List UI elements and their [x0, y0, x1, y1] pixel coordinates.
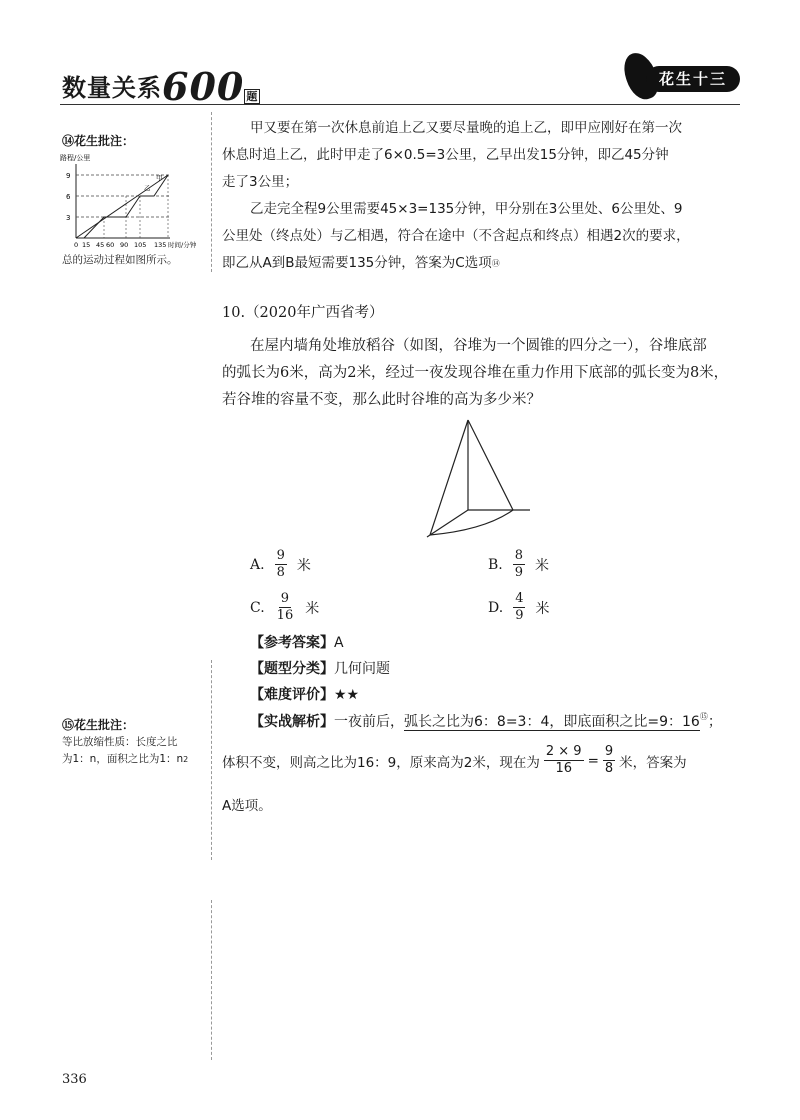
- analysis-label: 【实战解析】: [250, 714, 334, 730]
- analysis-text: 一夜前后，: [334, 714, 404, 730]
- analysis-text: ；: [707, 714, 722, 730]
- column-divider: [211, 660, 212, 860]
- fraction-numerator: 9: [604, 744, 614, 759]
- book-title: [62, 64, 260, 109]
- analysis-line: [222, 744, 687, 777]
- column-divider: [211, 900, 212, 1060]
- graph-y-axis-label: 路程/公里: [60, 154, 91, 162]
- analysis-line: A选项。: [222, 798, 272, 814]
- option-letter: D.: [488, 599, 504, 616]
- analysis-fraction: [603, 744, 615, 777]
- graph-y-tick: 9: [66, 172, 71, 180]
- question-stem-line: 若谷堆的容量不变，那么此时谷堆的高为多少米？: [222, 392, 541, 408]
- option-unit: 米: [305, 600, 320, 617]
- reference-answer-value: A: [334, 635, 344, 651]
- superscript: 2: [183, 755, 189, 764]
- graph-x-axis-label: 时间/分钟: [168, 241, 197, 249]
- sidebar-note-14-caption: 总的运动过程如图所示。: [62, 254, 178, 266]
- option-fraction: [275, 591, 296, 624]
- book-title-number: 600: [162, 64, 245, 109]
- fraction-numerator: 9: [280, 591, 290, 606]
- analysis-text: 体积不变，则高之比为16：9，原来高为2米，现在为: [222, 754, 540, 771]
- prev-solution-line: 休息时追上乙，此时甲走了6×0.5=3公里，乙早出发15分钟，即乙45分钟: [222, 147, 669, 163]
- fraction-denominator: 8: [276, 565, 285, 580]
- question-header: [222, 300, 742, 327]
- book-title-text: 数量关系: [62, 74, 162, 102]
- sidebar-note-14-label: ⑭花生批注：: [62, 134, 135, 148]
- fraction-denominator: 9: [515, 608, 524, 623]
- page-number: 336: [62, 1072, 87, 1087]
- option-unit: 米: [535, 557, 550, 574]
- graph-label-jia: 甲: [156, 174, 163, 182]
- prev-solution-line: 走了3公里；: [222, 174, 299, 190]
- analysis-fraction: [544, 744, 584, 777]
- prev-solution-line: [222, 250, 742, 277]
- graph-x-tick: 90: [120, 241, 129, 249]
- brand-logo: [626, 48, 740, 102]
- header-divider: [60, 104, 740, 105]
- difficulty-stars: ★★: [334, 687, 360, 703]
- fraction-denominator: 8: [604, 761, 614, 776]
- fraction-numerator: 8: [514, 548, 524, 563]
- graph-x-tick: 60: [106, 241, 115, 249]
- sidebar-note-15-label: ⑮花生批注：: [62, 718, 135, 732]
- option-letter: B.: [488, 556, 503, 573]
- analysis-text: 米，答案为: [619, 754, 687, 771]
- difficulty-rating-label: 【难度评价】: [250, 687, 334, 703]
- question-stem-line: 在屋内墙角处堆放稻谷（如图，谷堆为一个圆锥的四分之一），谷堆底部: [250, 338, 707, 354]
- option-a[interactable]: [250, 548, 311, 581]
- difficulty-rating: [250, 684, 359, 704]
- sidebar-note-15-line2: [62, 751, 188, 768]
- option-fraction: [275, 548, 287, 581]
- option-unit: 米: [296, 557, 311, 574]
- option-c[interactable]: [250, 591, 319, 624]
- fraction-numerator: 9: [276, 548, 285, 563]
- prev-solution-text: 即乙从A到B最短需要135分钟，答案为C选项: [222, 255, 492, 271]
- question-number: 10.: [222, 305, 246, 321]
- question-category-label: 【题型分类】: [250, 661, 334, 677]
- graph-x-tick: 135: [154, 241, 167, 249]
- graph-y-tick: 6: [66, 193, 71, 201]
- sidebar-distance-time-graph: [58, 150, 208, 250]
- fraction-denominator: 9: [514, 565, 524, 580]
- question-source: （2020年广西省考）: [245, 305, 384, 321]
- fraction-numerator: 4: [515, 591, 524, 606]
- figure-cone-side: [468, 420, 513, 510]
- option-b[interactable]: [488, 548, 549, 581]
- fraction-numerator: 2 × 9: [545, 744, 582, 759]
- grain-pile-quarter-cone-figure: [415, 415, 555, 550]
- brand-logo-text: 花生十三: [646, 66, 740, 92]
- reference-answer: [250, 632, 344, 652]
- analysis-line: [250, 711, 722, 731]
- sidebar-note-15-line2-text: 为1：n，面积之比为1：n: [62, 753, 184, 765]
- prev-solution-line: 乙走完全程9公里需要45×3=135分钟，甲分别在3公里处、6公里处、9: [250, 201, 683, 217]
- option-letter: A.: [250, 556, 265, 573]
- graph-x-tick: 45: [96, 241, 105, 249]
- column-divider: [211, 112, 212, 272]
- prev-solution-line: 甲又要在第一次休息前追上乙又要尽量晚的追上乙，即甲应刚好在第一次: [250, 120, 682, 136]
- question-category-value: 几何问题: [334, 661, 390, 677]
- sidebar-note-15-line1: 等比放缩性质：长度之比: [62, 736, 178, 748]
- analysis-underlined-text: 弧长之比为6：8=3：4，即底面积之比=9：16: [404, 714, 700, 730]
- graph-x-tick: 15: [82, 241, 91, 249]
- graph-line-yi: [76, 175, 168, 238]
- option-d[interactable]: [488, 591, 549, 624]
- option-unit: 米: [535, 600, 550, 617]
- footnote-marker: ⑭: [491, 259, 500, 268]
- book-title-suffix: 题: [246, 90, 259, 103]
- figure-base-arc: [430, 510, 513, 535]
- option-letter: C.: [250, 599, 265, 616]
- figure-cone-side: [430, 420, 468, 535]
- question-category: [250, 658, 390, 678]
- option-fraction: [513, 548, 525, 581]
- graph-y-tick: 3: [66, 214, 71, 222]
- footnote-marker: ⑮: [699, 712, 708, 721]
- reference-answer-label: 【参考答案】: [250, 635, 334, 651]
- question-stem-line: 的弧长为6米，高为2米，经过一夜发现谷堆在重力作用下底部的弧长变为8米，: [222, 365, 729, 381]
- prev-solution-line: 公里处（终点处）与乙相遇，符合在途中（不含起点和终点）相遇2次的要求，: [222, 228, 690, 244]
- graph-label-yi: 乙: [144, 184, 151, 192]
- option-fraction: [513, 591, 525, 624]
- graph-x-tick: 0: [74, 241, 79, 249]
- equals-sign: =: [587, 752, 599, 769]
- graph-x-tick: 105: [134, 241, 147, 249]
- fraction-denominator: 16: [555, 761, 572, 776]
- fraction-denominator: 16: [276, 608, 294, 623]
